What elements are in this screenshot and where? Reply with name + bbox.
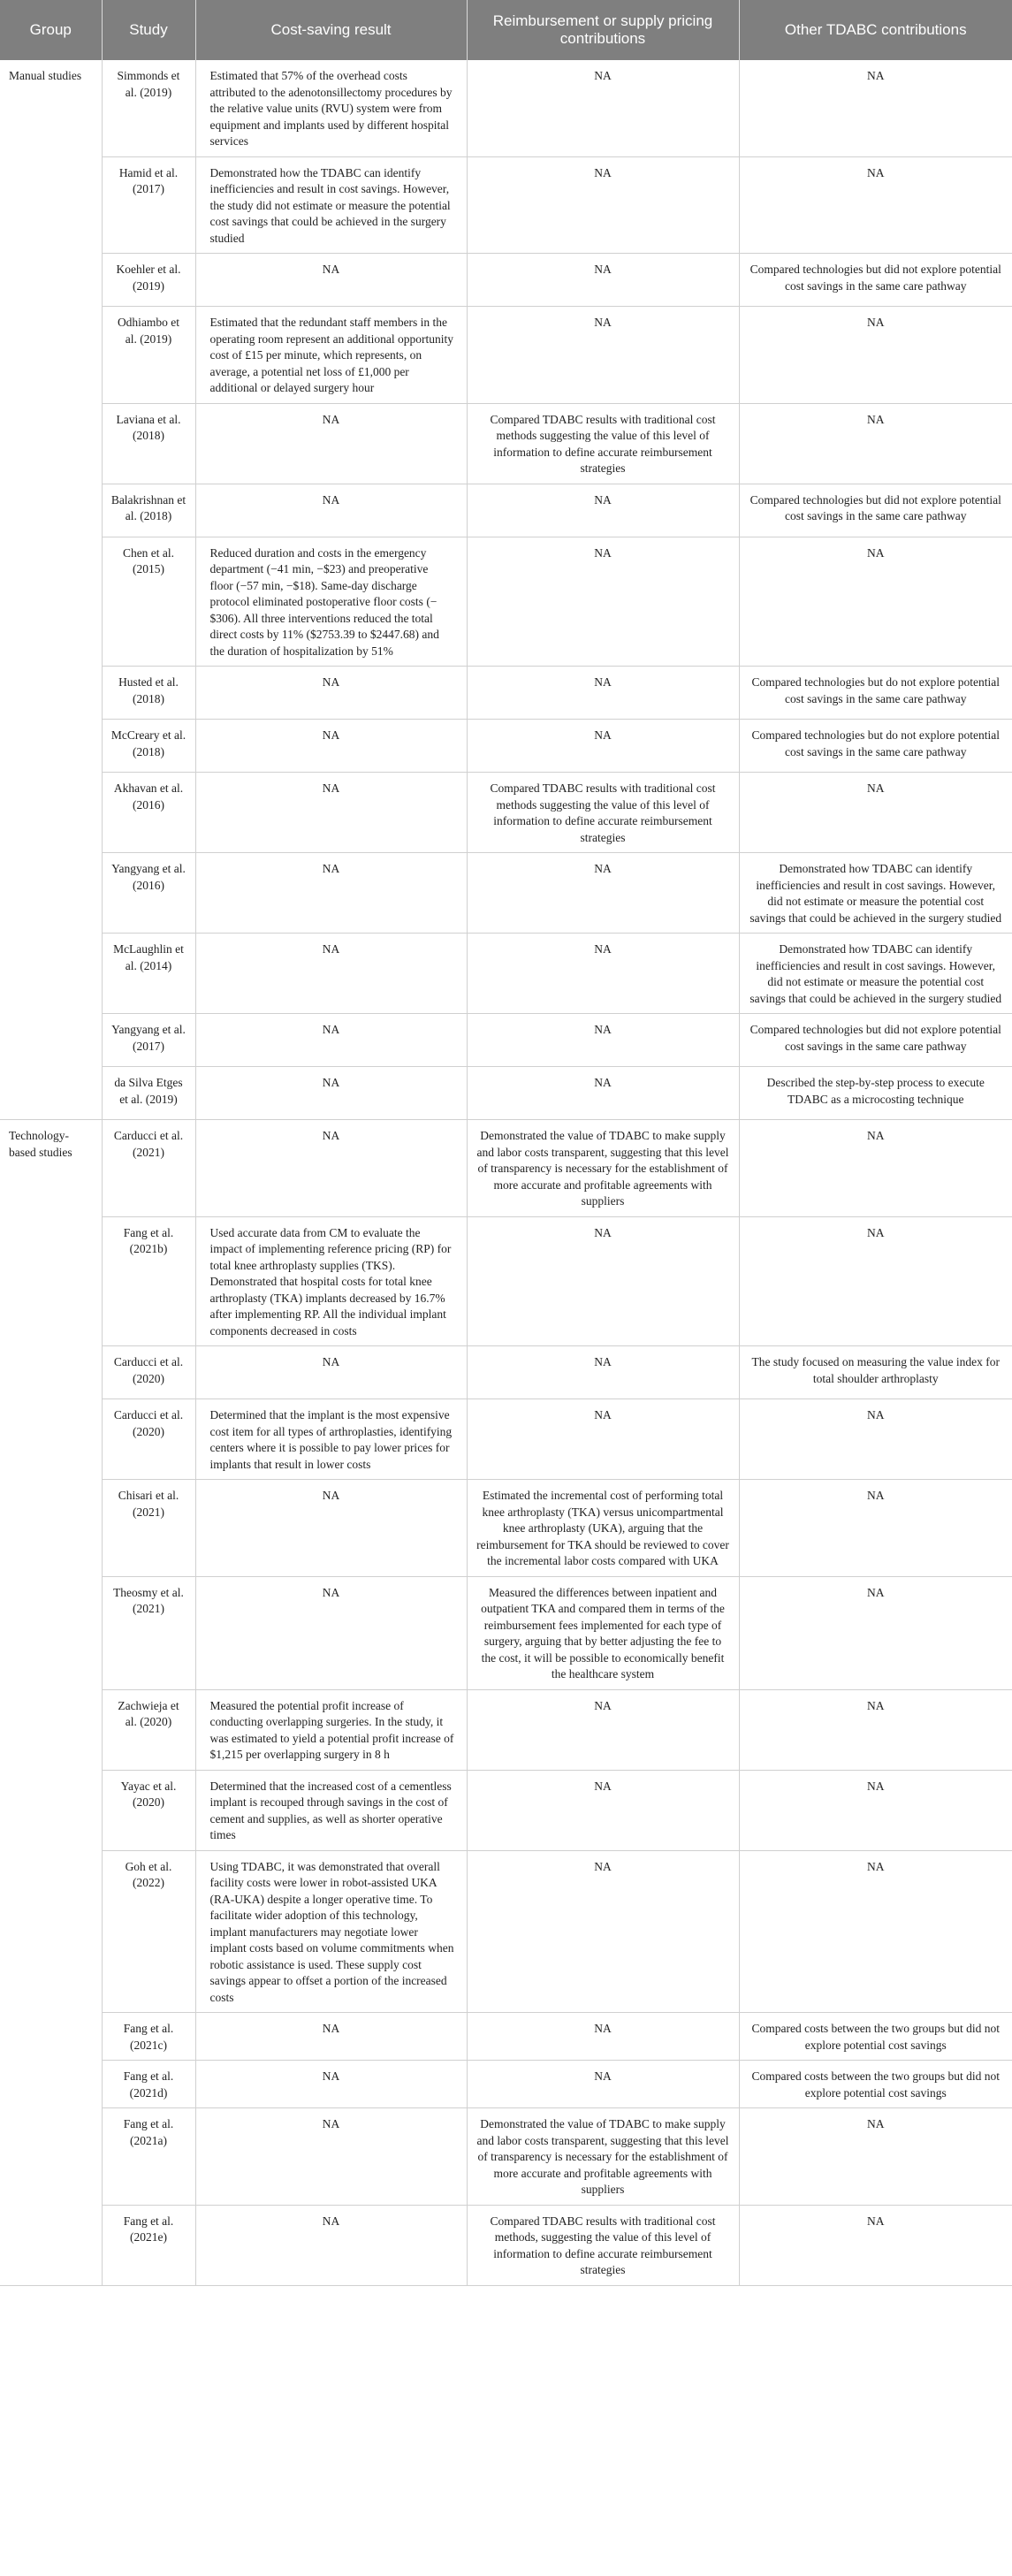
table-row xyxy=(0,2205,1012,2285)
cost-saving-cell: Estimated that the redundant staff members in the operating room represent an additional opportunity cost of £15 per minute, which represents, on average, a potential net loss of £1,000 per additional or delayed surgery hour xyxy=(195,307,467,404)
other-contributions-cell: NA xyxy=(739,537,1012,667)
reimbursement-cell: NA xyxy=(467,254,739,307)
study-cell: Yayac et al. (2020) xyxy=(102,1770,195,1850)
other-contributions-cell: NA xyxy=(739,1216,1012,1346)
cost-saving-cell: NA xyxy=(195,254,467,307)
table-row xyxy=(0,156,1012,254)
cost-saving-cell: NA xyxy=(195,1576,467,1689)
reimbursement-cell: Compared TDABC results with traditional cost methods, suggesting the value of this level of information to define accurate reimbursement strategies xyxy=(467,2205,739,2285)
reimbursement-cell: NA xyxy=(467,156,739,254)
study-cell: Carducci et al. (2020) xyxy=(102,1399,195,1480)
other-contributions-cell: Compared technologies but do not explore potential cost savings in the same care pathway xyxy=(739,720,1012,773)
study-cell: Fang et al. (2021d) xyxy=(102,2061,195,2108)
study-cell: McCreary et al. (2018) xyxy=(102,720,195,773)
table-row xyxy=(0,1850,1012,2013)
other-contributions-cell: Demonstrated how TDABC can identify inefficiencies and result in cost savings. However, did not estimate or measure the potential cost savings that could be achieved in the surgery studied xyxy=(739,853,1012,934)
cost-saving-cell: NA xyxy=(195,667,467,720)
study-cell: Simmonds et al. (2019) xyxy=(102,60,195,156)
study-cell: Chisari et al. (2021) xyxy=(102,1480,195,1577)
table-row xyxy=(0,1216,1012,1346)
table-row xyxy=(0,537,1012,667)
reimbursement-cell: NA xyxy=(467,1067,739,1120)
table-row xyxy=(0,773,1012,853)
cost-saving-cell: Determined that the implant is the most expensive cost item for all types of arthroplasties, identifying centers where it is possible to pay lower prices for implants that result in lower costs xyxy=(195,1399,467,1480)
other-contributions-cell: NA xyxy=(739,156,1012,254)
table-row xyxy=(0,307,1012,404)
table-row xyxy=(0,1399,1012,1480)
table-row xyxy=(0,60,1012,156)
reimbursement-cell: NA xyxy=(467,484,739,537)
cost-saving-cell: NA xyxy=(195,1067,467,1120)
table-row xyxy=(0,484,1012,537)
table-row xyxy=(0,1770,1012,1850)
cost-saving-cell: Determined that the increased cost of a cementless implant is recouped through savings in the cost of cement and supplies, as well as shorter operative times xyxy=(195,1770,467,1850)
reimbursement-cell: NA xyxy=(467,1689,739,1770)
study-cell: Goh et al. (2022) xyxy=(102,1850,195,2013)
reimbursement-cell: NA xyxy=(467,1399,739,1480)
other-contributions-cell: Compared costs between the two groups but did not explore potential cost savings xyxy=(739,2013,1012,2061)
study-cell: Balakrishnan et al. (2018) xyxy=(102,484,195,537)
study-cell: Laviana et al. (2018) xyxy=(102,403,195,484)
study-cell: Koehler et al. (2019) xyxy=(102,254,195,307)
study-cell: Theosmy et al. (2021) xyxy=(102,1576,195,1689)
study-cell: Carducci et al. (2020) xyxy=(102,1346,195,1399)
group-manual-studies: Manual studies xyxy=(0,60,102,1120)
table-row xyxy=(0,2061,1012,2108)
cost-saving-cell: NA xyxy=(195,1120,467,1217)
other-contributions-cell: NA xyxy=(739,60,1012,156)
table-row xyxy=(0,1689,1012,1770)
table-row xyxy=(0,853,1012,934)
reimbursement-cell: NA xyxy=(467,720,739,773)
study-cell: Carducci et al. (2021) xyxy=(102,1120,195,1217)
cost-saving-cell: NA xyxy=(195,1014,467,1067)
table-row xyxy=(0,2108,1012,2206)
reimbursement-cell: Measured the differences between inpatient and outpatient TKA and compared them in terms of the reimbursement fees implemented for each type of surgery, arguing that by better adjusting the fee to the cost, it will be possible to economically benefit the healthcare system xyxy=(467,1576,739,1689)
reimbursement-cell: NA xyxy=(467,1346,739,1399)
table-row xyxy=(0,1067,1012,1120)
study-cell: Zachwieja et al. (2020) xyxy=(102,1689,195,1770)
header-cost-saving: Cost-saving result xyxy=(195,0,467,60)
cost-saving-cell: NA xyxy=(195,484,467,537)
cost-saving-cell: NA xyxy=(195,853,467,934)
cost-saving-cell: NA xyxy=(195,2061,467,2108)
other-contributions-cell: NA xyxy=(739,2205,1012,2285)
table-row xyxy=(0,1480,1012,1577)
cost-saving-cell: Using TDABC, it was demonstrated that overall facility costs were lower in robot-assisted UKA (RA-UKA) despite a longer operative time. To facilitate wider adoption of this technology, implant manufacturers may negotiate lower implant costs based on volume commitments when robotic assistance is used. These supply cost savings appear to offset a portion of the increased costs xyxy=(195,1850,467,2013)
cost-saving-cell: Reduced duration and costs in the emergency department (−41 min, −$23) and preoperative floor (−57 min, −$18). Same-day discharge protocol eliminated postoperative floor costs (−$306). All three interventions reduced the total direct costs by 11% ($2753.39 to $2447.68) and the duration of hospitalization by 51% xyxy=(195,537,467,667)
other-contributions-cell: Demonstrated how TDABC can identify inefficiencies and result in cost savings. However, did not estimate or measure the potential cost savings that could be achieved in the surgery studied xyxy=(739,934,1012,1014)
study-cell: Odhiambo et al. (2019) xyxy=(102,307,195,404)
other-contributions-cell: NA xyxy=(739,1850,1012,2013)
table-row xyxy=(0,934,1012,1014)
study-cell: Husted et al. (2018) xyxy=(102,667,195,720)
reimbursement-cell: NA xyxy=(467,1014,739,1067)
reimbursement-cell: NA xyxy=(467,1770,739,1850)
reimbursement-cell: Demonstrated the value of TDABC to make supply and labor costs transparent, suggesting that this level of transparency is necessary for the establishment of more accurate and profitable agreements with suppliers xyxy=(467,2108,739,2206)
reimbursement-cell: NA xyxy=(467,2061,739,2108)
cost-saving-cell: NA xyxy=(195,1346,467,1399)
cost-saving-cell: NA xyxy=(195,2108,467,2206)
reimbursement-cell: NA xyxy=(467,2013,739,2061)
other-contributions-cell: The study focused on measuring the value index for total shoulder arthroplasty xyxy=(739,1346,1012,1399)
reimbursement-cell: Compared TDABC results with traditional cost methods suggesting the value of this level of information to define accurate reimbursement strategies xyxy=(467,403,739,484)
other-contributions-cell: NA xyxy=(739,1480,1012,1577)
reimbursement-cell: NA xyxy=(467,934,739,1014)
other-contributions-cell: NA xyxy=(739,1689,1012,1770)
other-contributions-cell: Described the step-by-step process to execute TDABC as a microcosting technique xyxy=(739,1067,1012,1120)
header-reimbursement: Reimbursement or supply pricing contributions xyxy=(467,0,739,60)
other-contributions-cell: NA xyxy=(739,1770,1012,1850)
table-header xyxy=(0,0,1012,60)
study-cell: da Silva Etges et al. (2019) xyxy=(102,1067,195,1120)
reimbursement-cell: NA xyxy=(467,537,739,667)
table-row xyxy=(0,1014,1012,1067)
cost-saving-cell: Measured the potential profit increase of conducting overlapping surgeries. In the study, it was estimated to yield a potential profit increase of $1,215 per overlapping surgery in 8 h xyxy=(195,1689,467,1770)
table-row xyxy=(0,667,1012,720)
study-cell: Akhavan et al. (2016) xyxy=(102,773,195,853)
cost-saving-cell: NA xyxy=(195,773,467,853)
cost-saving-cell: Estimated that 57% of the overhead costs attributed to the adenotonsillectomy procedures by the relative value units (RVU) system were from equipment and implants used by different hospital services xyxy=(195,60,467,156)
other-contributions-cell: Compared technologies but did not explore potential cost savings in the same care pathway xyxy=(739,1014,1012,1067)
table-row xyxy=(0,1120,1012,1217)
study-cell: Fang et al. (2021e) xyxy=(102,2205,195,2285)
cost-saving-cell: Demonstrated how the TDABC can identify inefficiencies and result in cost savings. However, the study did not estimate or measure the potential cost savings that could be achieved in the surgery studied xyxy=(195,156,467,254)
study-cell: Fang et al. (2021c) xyxy=(102,2013,195,2061)
table-row xyxy=(0,1346,1012,1399)
other-contributions-cell: NA xyxy=(739,1399,1012,1480)
other-contributions-cell: NA xyxy=(739,1120,1012,1217)
reimbursement-cell: Estimated the incremental cost of performing total knee arthroplasty (TKA) versus unicompartmental knee arthroplasty (UKA), arguing that the reimbursement for TKA should be reviewed to cover the incremental labor costs compared with UKA xyxy=(467,1480,739,1577)
table-row xyxy=(0,254,1012,307)
other-contributions-cell: NA xyxy=(739,307,1012,404)
cost-saving-cell: NA xyxy=(195,934,467,1014)
reimbursement-cell: NA xyxy=(467,667,739,720)
other-contributions-cell: NA xyxy=(739,2108,1012,2206)
study-cell: McLaughlin et al. (2014) xyxy=(102,934,195,1014)
table-row xyxy=(0,2013,1012,2061)
header-other-contributions: Other TDABC contributions xyxy=(739,0,1012,60)
study-cell: Chen et al. (2015) xyxy=(102,537,195,667)
other-contributions-cell: NA xyxy=(739,1576,1012,1689)
study-cell: Yangyang et al. (2016) xyxy=(102,853,195,934)
reimbursement-cell: NA xyxy=(467,307,739,404)
table-row xyxy=(0,1576,1012,1689)
reimbursement-cell: Demonstrated the value of TDABC to make supply and labor costs transparent, suggesting that this level of transparency is necessary for the establishment of more accurate and profitable agreements with suppliers xyxy=(467,1120,739,1217)
group-technology-studies: Technology-based studies xyxy=(0,1120,102,2286)
reimbursement-cell: NA xyxy=(467,1216,739,1346)
reimbursement-cell: NA xyxy=(467,1850,739,2013)
other-contributions-cell: Compared technologies but do not explore potential cost savings in the same care pathway xyxy=(739,667,1012,720)
other-contributions-cell: Compared costs between the two groups but did not explore potential cost savings xyxy=(739,2061,1012,2108)
cost-saving-cell: NA xyxy=(195,1480,467,1577)
cost-saving-cell: NA xyxy=(195,2205,467,2285)
study-cell: Hamid et al. (2017) xyxy=(102,156,195,254)
study-cell: Fang et al. (2021a) xyxy=(102,2108,195,2206)
table-row xyxy=(0,403,1012,484)
table-body xyxy=(0,60,1012,2285)
reimbursement-cell: NA xyxy=(467,853,739,934)
header-row xyxy=(0,0,1012,60)
other-contributions-cell: Compared technologies but did not explore potential cost savings in the same care pathway xyxy=(739,484,1012,537)
cost-saving-cell: NA xyxy=(195,2013,467,2061)
header-group: Group xyxy=(0,0,102,60)
cost-saving-cell: NA xyxy=(195,720,467,773)
other-contributions-cell: Compared technologies but did not explore potential cost savings in the same care pathway xyxy=(739,254,1012,307)
header-study: Study xyxy=(102,0,195,60)
reimbursement-cell: Compared TDABC results with traditional cost methods suggesting the value of this level of information to define accurate reimbursement strategies xyxy=(467,773,739,853)
reimbursement-cell: NA xyxy=(467,60,739,156)
study-cell: Yangyang et al. (2017) xyxy=(102,1014,195,1067)
table-row xyxy=(0,720,1012,773)
other-contributions-cell: NA xyxy=(739,403,1012,484)
cost-saving-cell: NA xyxy=(195,403,467,484)
cost-saving-cell: Used accurate data from CM to evaluate the impact of implementing reference pricing (RP) for total knee arthroplasty supplies (TKS). Demonstrated that hospital costs for total knee arthroplasty (TKA) implants decreased by 16.7% after implementing RP. All the individual implant components decreased in costs xyxy=(195,1216,467,1346)
other-contributions-cell: NA xyxy=(739,773,1012,853)
study-cell: Fang et al. (2021b) xyxy=(102,1216,195,1346)
